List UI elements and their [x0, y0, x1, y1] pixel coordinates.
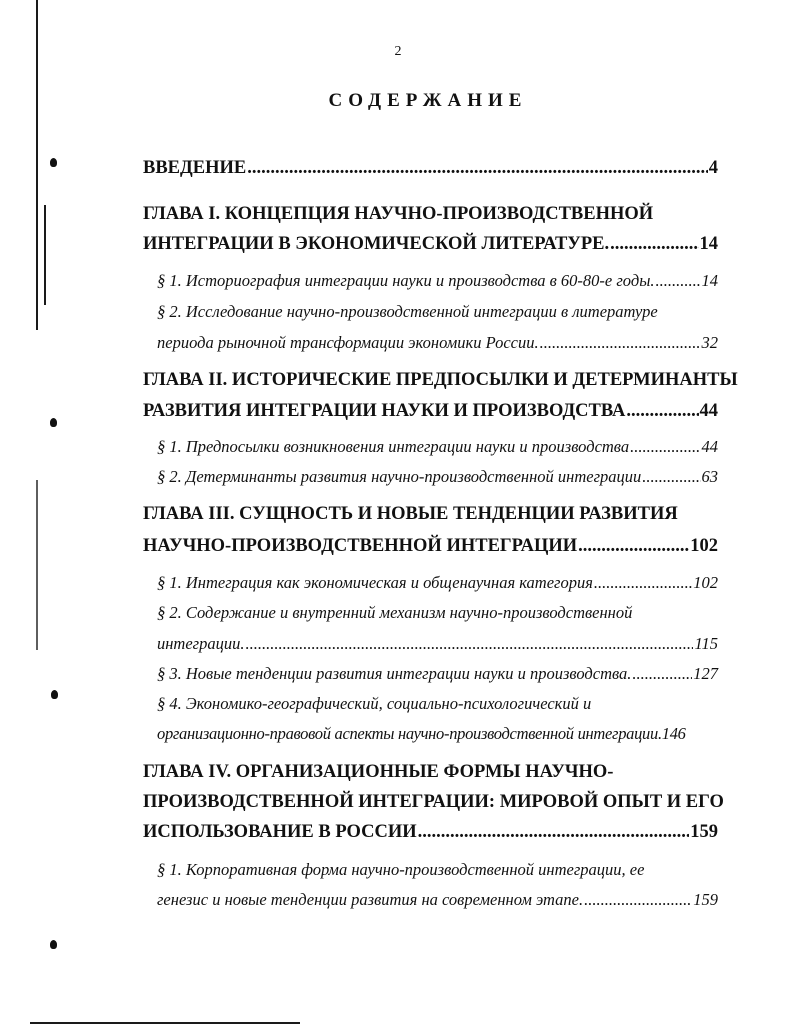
toc-section-4-1[interactable]: генезис и новые тенденции развития на современном этапе. ..... 159: [157, 890, 718, 910]
toc-chapter-4-line-2[interactable]: ПРОИЗВОДСТВЕННОЙ ИНТЕГРАЦИИ: МИРОВОЙ ОПЫТ И ЕГО: [143, 792, 724, 812]
toc-title: СОДЕРЖАНИЕ: [328, 90, 528, 111]
scan-bottom-line: [30, 1022, 300, 1024]
scan-dot: [50, 158, 57, 167]
page-number: 2: [394, 44, 402, 59]
toc-chapter-3-line-1[interactable]: ГЛАВА III. СУЩНОСТЬ И НОВЫЕ ТЕНДЕНЦИИ РАЗВИТИЯ: [143, 504, 678, 524]
toc-section-3-2[interactable]: интеграции. ..... 115: [157, 634, 718, 654]
scan-dot: [50, 940, 57, 949]
toc-section-2-2[interactable]: § 2. Детерминанты развития научно-производственной интеграции ..... 63: [157, 467, 718, 487]
toc-section-1-2-line-1[interactable]: § 2. Исследование научно-производственной интеграции в литературе: [157, 302, 658, 321]
scan-dot: [51, 690, 58, 699]
toc-section-1-1[interactable]: § 1. Историография интеграции науки и производства в 60-80-е годы. ..... 14: [157, 271, 718, 291]
scan-margin-line: [36, 480, 38, 650]
toc-chapter-1-line-1[interactable]: ГЛАВА I. КОНЦЕПЦИЯ НАУЧНО-ПРОИЗВОДСТВЕННОЙ: [143, 204, 654, 224]
toc-section-3-2-line-1[interactable]: § 2. Содержание и внутренний механизм научно-производственной: [157, 603, 633, 622]
toc-chapter-3[interactable]: НАУЧНО-ПРОИЗВОДСТВЕННОЙ ИНТЕГРАЦИИ ..... 102: [143, 536, 718, 557]
toc-chapter-4-line-1[interactable]: ГЛАВА IV. ОРГАНИЗАЦИОННЫЕ ФОРМЫ НАУЧНО-: [143, 762, 614, 782]
scan-margin-line: [44, 205, 46, 305]
toc-section-3-4[interactable]: организационно-правовой аспекты научно-производственной интеграции. 146: [157, 724, 686, 743]
scan-dot: [50, 418, 57, 427]
toc-section-2-1[interactable]: § 1. Предпосылки возникновения интеграции науки и производства ..... 44: [157, 437, 718, 457]
toc-chapter-2-line-1[interactable]: ГЛАВА II. ИСТОРИЧЕСКИЕ ПРЕДПОСЫЛКИ И ДЕТЕРМИНАНТЫ: [143, 370, 738, 390]
toc-entry-introduction[interactable]: ВВЕДЕНИЕ ..... 4: [143, 158, 718, 179]
toc-chapter-2[interactable]: РАЗВИТИЯ ИНТЕГРАЦИИ НАУКИ И ПРОИЗВОДСТВА ..... 44: [143, 401, 718, 422]
toc-section-3-1[interactable]: § 1. Интеграция как экономическая и общенаучная категория ..... 102: [157, 573, 718, 593]
toc-section-3-3[interactable]: § 3. Новые тенденции развития интеграции науки и производства. ..... 127: [157, 664, 718, 684]
toc-section-4-1-line-1[interactable]: § 1. Корпоративная форма научно-производственной интеграции, ее: [157, 860, 645, 879]
toc-section-3-4-line-1[interactable]: § 4. Экономико-географический, социально-психологический и: [157, 694, 592, 713]
toc-chapter-1[interactable]: ИНТЕГРАЦИИ В ЭКОНОМИЧЕСКОЙ ЛИТЕРАТУРЕ. ..... 14: [143, 234, 718, 255]
toc-section-1-2[interactable]: периода рыночной трансформации экономики России. ..... 32: [157, 333, 718, 353]
toc-chapter-4[interactable]: ИСПОЛЬЗОВАНИЕ В РОССИИ ..... 159: [143, 822, 718, 843]
